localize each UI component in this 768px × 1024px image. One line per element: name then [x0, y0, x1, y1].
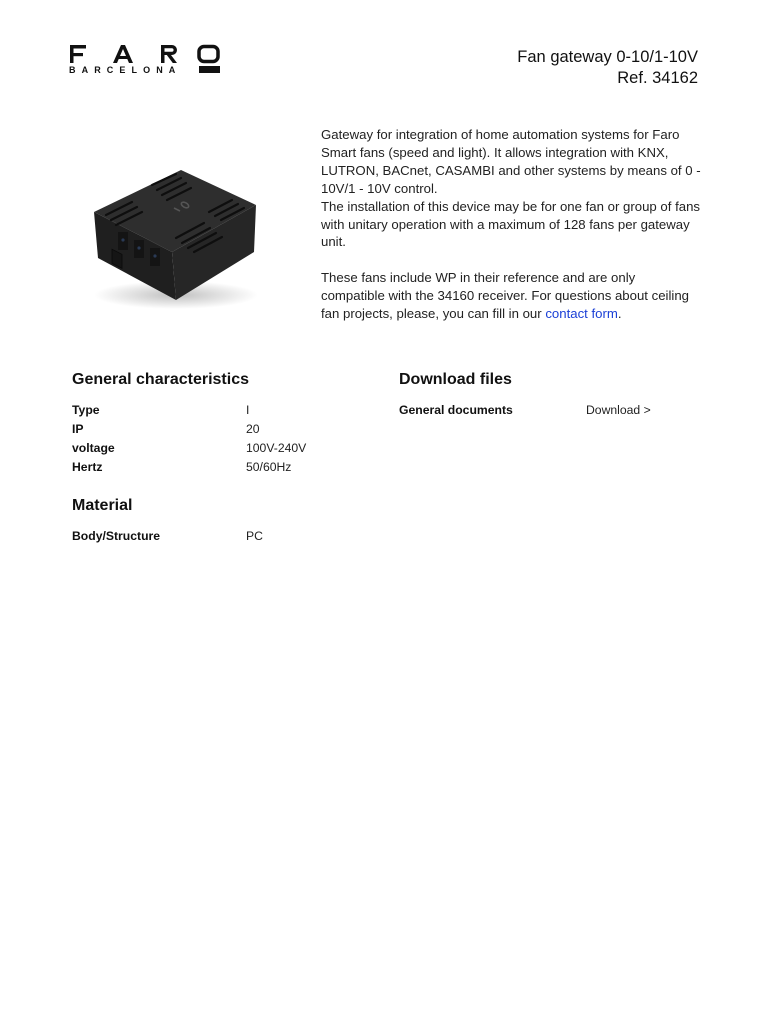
- spec-value: 100V-240V: [246, 441, 307, 455]
- spec-key: Type: [72, 403, 100, 417]
- product-header: [517, 47, 698, 89]
- contact-form-link[interactable]: contact form: [541, 306, 618, 322]
- material-key: Body/Structure: [72, 529, 161, 543]
- material-value: PC: [246, 529, 263, 543]
- faro-logo[interactable]: [69, 44, 221, 76]
- spec-value: 50/60Hz: [246, 460, 292, 474]
- spec-key: Hertz: [72, 460, 103, 474]
- description-paragraph-2: The installation of this device may be for one fan or group of fans with unitary operation with a maximum of 128 fans per gateway unit.: [321, 198, 700, 250]
- product-image: [84, 160, 264, 320]
- product-description: [321, 126, 701, 323]
- gateway-device-illustration: [84, 160, 264, 320]
- spec-value: I: [246, 403, 250, 417]
- description-paragraph-1: Gateway for integration of home automation systems for Faro Smart fans (speed and light). It allows integration with KNX, LUTRON, BACnet, CASAMBI and other systems by means of 0 - 10V/1 - 10V control.: [321, 127, 701, 196]
- spec-key: voltage: [72, 441, 115, 455]
- product-name: Fan gateway 0-10/1-10V: [517, 48, 698, 66]
- description-paragraph-3-text: These fans include WP in their reference and are only compatible with the 34160 receiver. For questions about ceiling fan projects, please, you can fill in our: [321, 270, 690, 322]
- spec-key: IP: [72, 422, 84, 436]
- general-characteristics-title: General characteristics: [72, 371, 249, 388]
- material-title: Material: [72, 497, 133, 514]
- spec-value: 20: [246, 422, 260, 436]
- download-key: General documents: [399, 403, 513, 417]
- product-reference: Ref. 34162: [617, 69, 698, 87]
- download-files-title: Download files: [399, 371, 512, 388]
- description-paragraph-3: [321, 269, 701, 323]
- logo-subtext: BARCELONA: [69, 65, 182, 75]
- download-link[interactable]: Download >: [586, 403, 651, 417]
- description-paragraph-3-end: .: [617, 306, 622, 322]
